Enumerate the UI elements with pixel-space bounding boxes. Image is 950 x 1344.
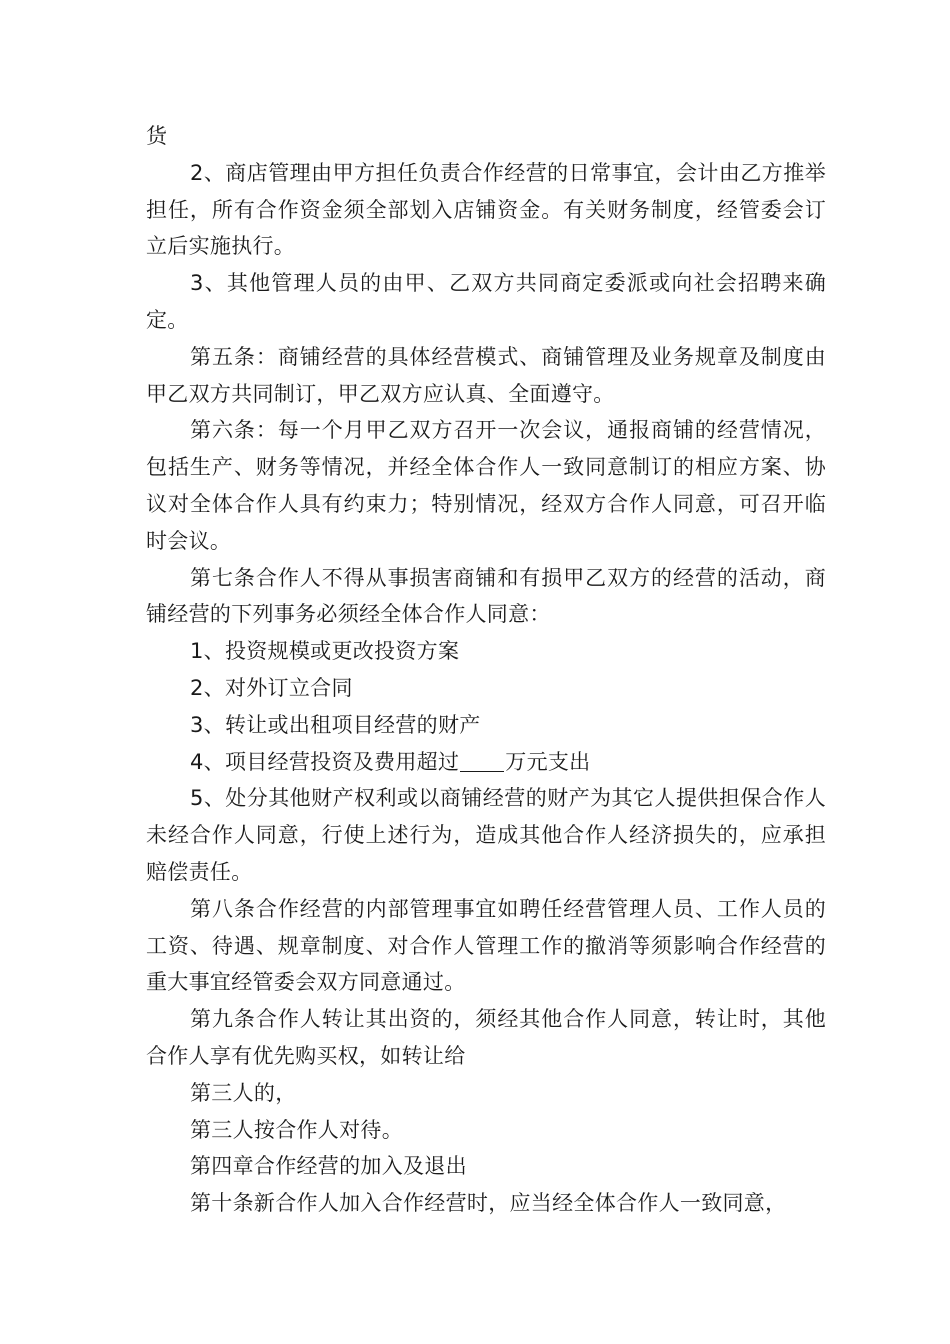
list-item-expense-limit <box>146 744 826 781</box>
list-item-investment-scale: 1、投资规模或更改投资方案 <box>190 639 460 664</box>
fill-in-blank <box>460 750 504 772</box>
paragraph-article-7: 第七条合作人不得从事损害商铺和有损甲乙双方的经营的活动，商铺经营的下列事务必须经全体合作人同意： <box>146 565 826 627</box>
paragraph-article-5: 第五条：商铺经营的具体经营模式、商铺管理及业务规章及制度由甲乙双方共同制订，甲乙双方应认真、全面遵守。 <box>146 344 826 406</box>
paragraph-continuation: 货 <box>146 124 168 148</box>
paragraph-article-9: 第九条合作人转让其出资的，须经其他合作人同意，转让时，其他合作人享有优先购买权，如转让给 <box>146 1007 826 1068</box>
list-item-transfer-property: 3、转让或出租项目经营的财产 <box>190 712 481 737</box>
paragraph-article-10: 第十条新合作人加入合作经营时，应当经全体合作人一致同意， <box>190 1191 787 1216</box>
list-item-contracts: 2、对外订立合同 <box>190 675 353 700</box>
paragraph-article-6: 第六条：每一个月甲乙双方召开一次会议，通报商铺的经营情况，包括生产、财务等情况，并经全体合作人一致同意制订的相应方案、协议对全体合作人具有约束力；特别情况，经双方合作人同意，可召开临时会议。 <box>146 418 826 553</box>
paragraph-article-8: 第八条合作经营的内部管理事宜如聘任经营管理人员、工作人员的工资、待遇、规章制度、对合作人管理工作的撤消等须影响合作经营的重大事宜经管委会双方同意通过。 <box>146 896 826 995</box>
chapter-heading-4: 第四章合作经营的加入及退出 <box>190 1154 467 1179</box>
paragraph-third-party: 第三人的， <box>190 1080 297 1105</box>
paragraph-third-party-treatment: 第三人按合作人对待。 <box>190 1117 403 1142</box>
expense-limit-text-before: 4、项目经营投资及费用超过 <box>190 749 460 774</box>
paragraph-other-staff: 3、其他管理人员的由甲、乙双方共同商定委派或向社会招聘来确定。 <box>146 271 826 332</box>
document-body <box>146 118 826 1222</box>
expense-limit-text-after: 万元支出 <box>505 749 591 774</box>
paragraph-store-management: 2、商店管理由甲方担任负责合作经营的日常事宜，会计由乙方推举担任，所有合作资金须全部划入店铺资金。有关财务制度，经管委会订立后实施执行。 <box>146 160 826 259</box>
list-item-dispose-property: 5、处分其他财产权利或以商铺经营的财产为其它人提供担保合作人未经合作人同意，行使上述行为，造成其他合作人经济损失的，应承担赔偿责任。 <box>146 786 826 884</box>
